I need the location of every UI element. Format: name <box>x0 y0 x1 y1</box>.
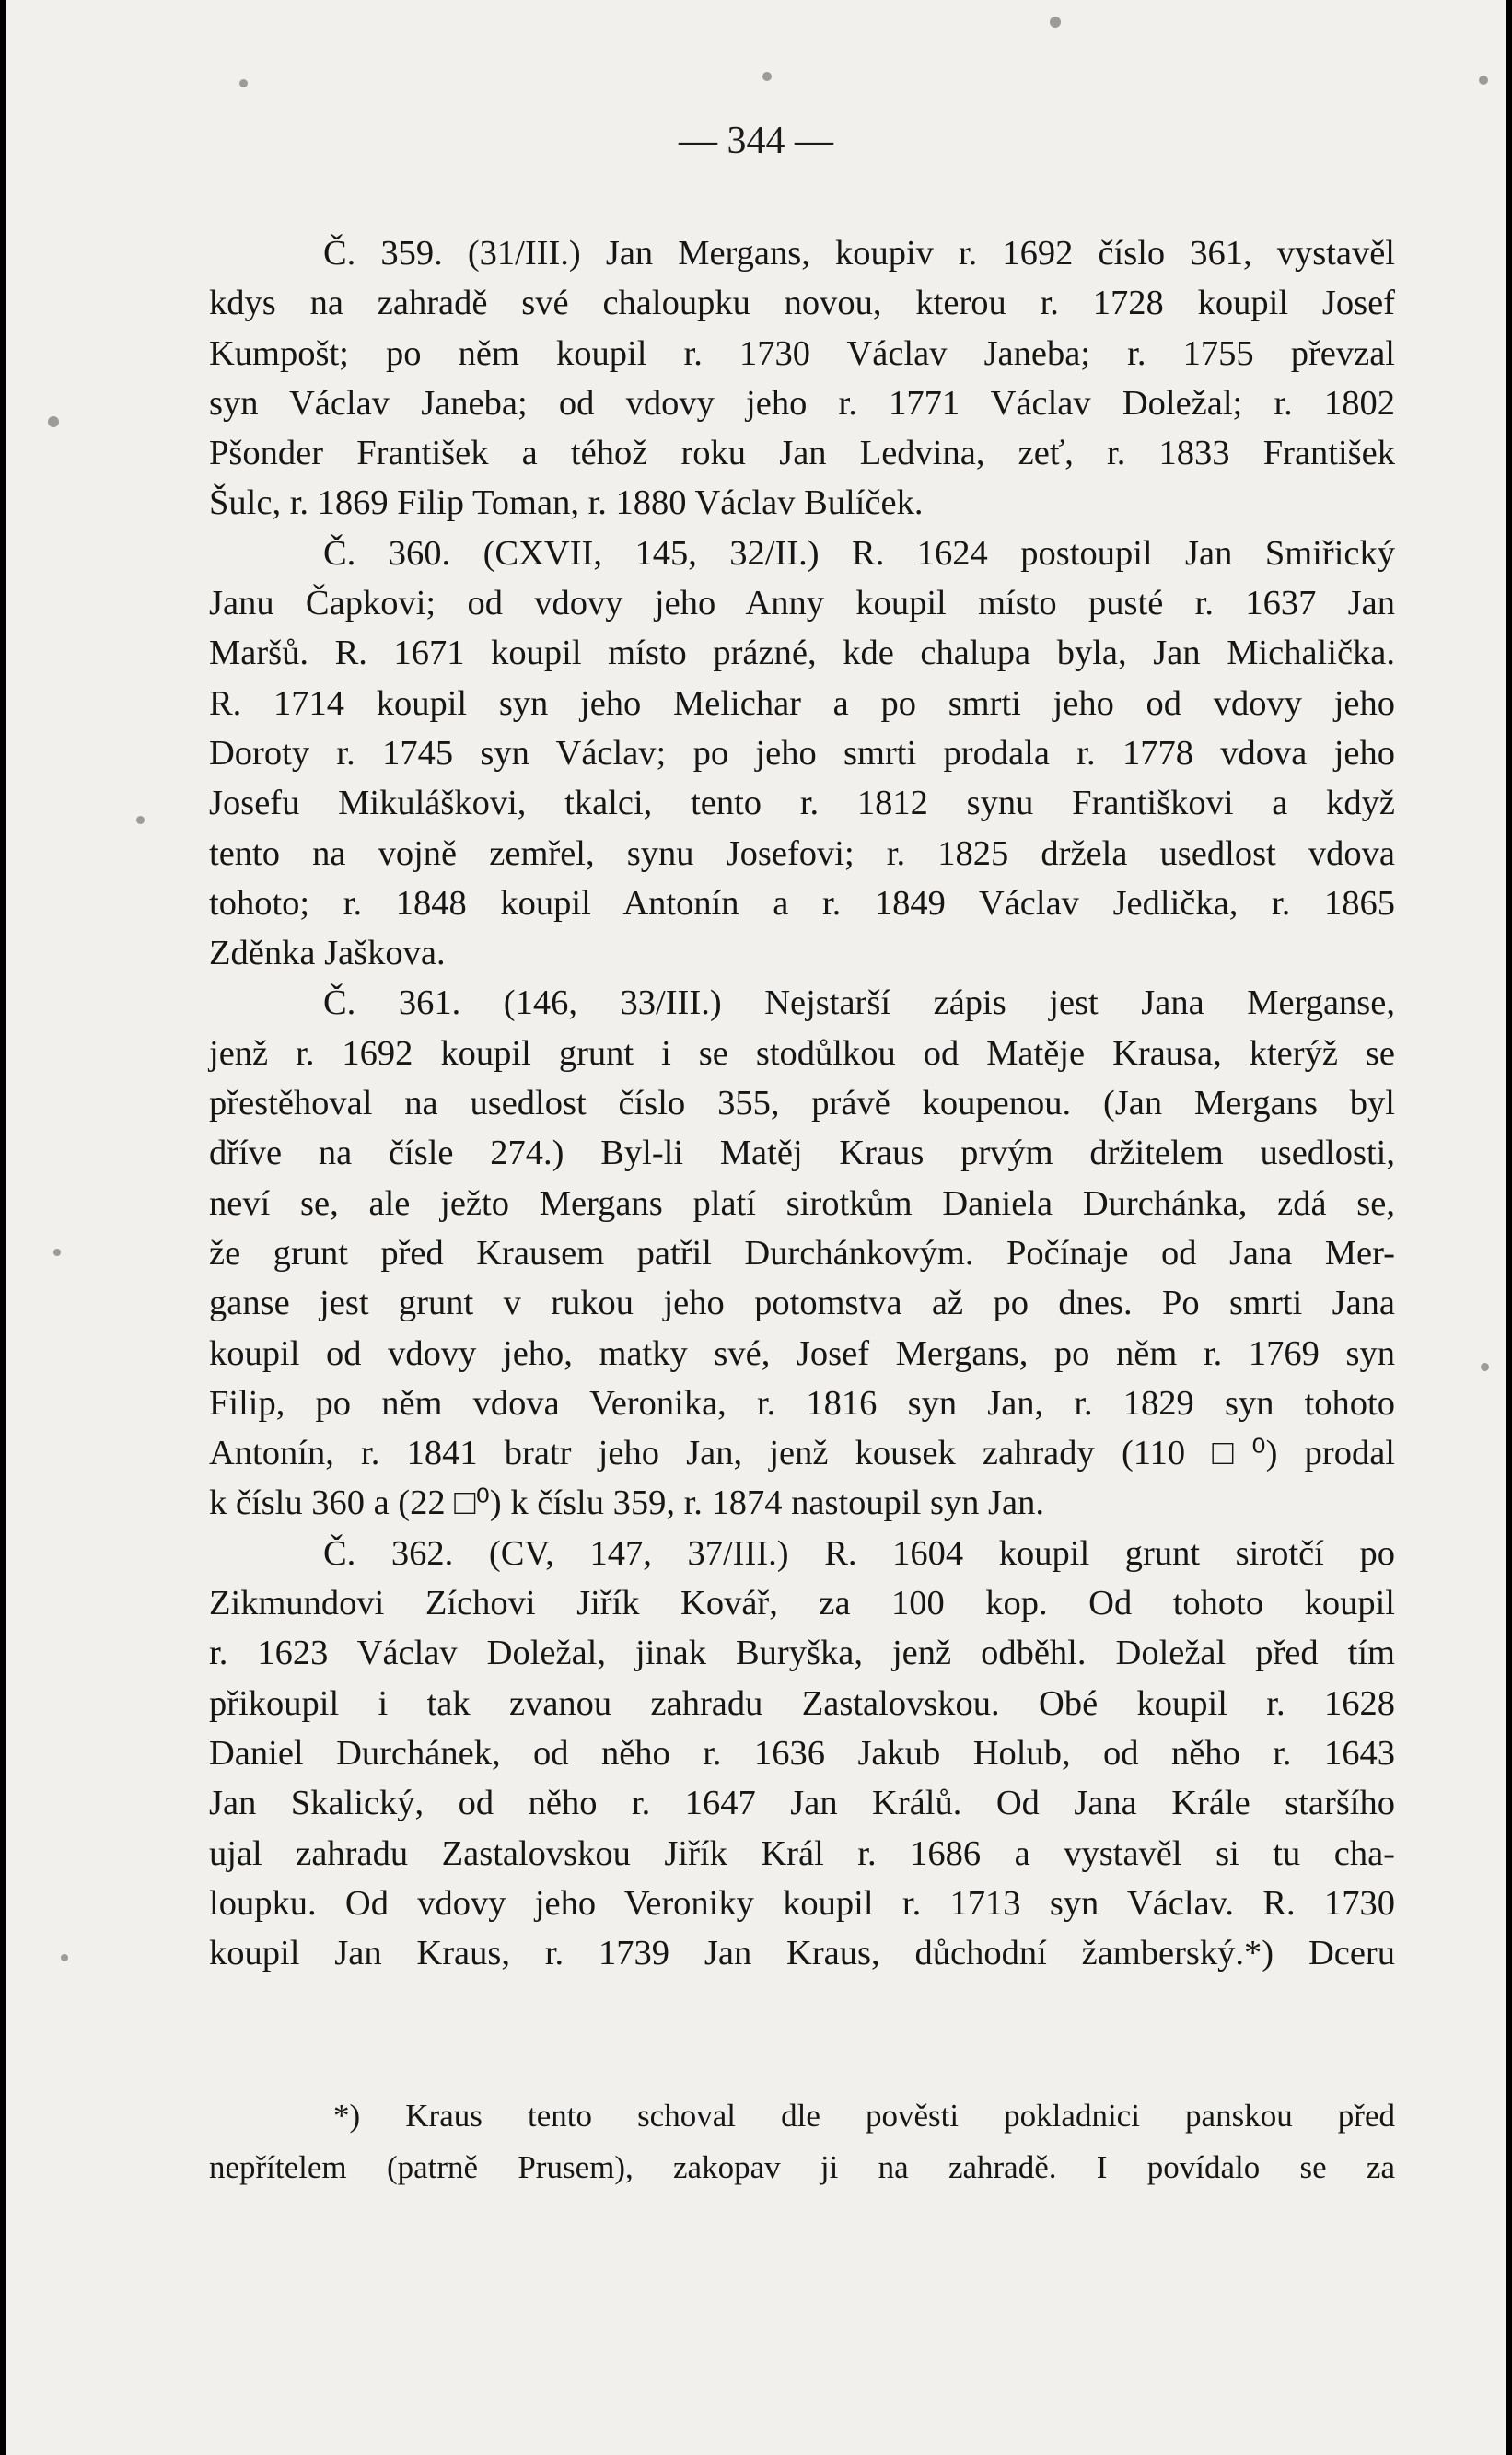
scan-speck <box>1050 17 1061 28</box>
page-number: — 344 — <box>679 120 833 162</box>
scan-speck <box>239 79 248 87</box>
paragraph-c361 <box>209 978 1395 1528</box>
text-line: Antonín, r. 1841 bratr jeho Jan, jenž kousek zahrady (110 □⁰) prodal <box>209 1434 1395 1473</box>
paragraph-c362 <box>209 1529 1395 1979</box>
text-line: koupil Jan Kraus, r. 1739 Jan Kraus, důchodní žamberský.*) Dceru <box>209 1934 1395 1973</box>
text-line: Č. 361. (146, 33/III.) Nejstarší zápis jest Jana Merganse, <box>323 983 1395 1023</box>
footnote-line: *) Kraus tento schoval dle pověsti pokladnici panskou před <box>333 2098 1395 2134</box>
footnote-line: nepřítelem (patrně Prusem), zakopav ji na zahradě. I povídalo se za <box>209 2149 1395 2185</box>
text-line: k číslu 360 a (22 □⁰) k číslu 359, r. 1874 nastoupil syn Jan. <box>209 1483 1045 1523</box>
text-line: Filip, po něm vdova Veronika, r. 1816 syn Jan, r. 1829 syn tohoto <box>209 1383 1395 1423</box>
text-line: že grunt před Krausem patřil Durchánkovým. Počínaje od Jana Mer- <box>209 1233 1395 1273</box>
text-line: Josefu Mikuláškovi, tkalci, tento r. 1812 synu Františkovi a když <box>209 784 1395 823</box>
text-line: Zikmundovi Zíchovi Jiřík Kovář, za 100 kop. Od tohoto koupil <box>209 1584 1395 1623</box>
text-line: Č. 359. (31/III.) Jan Mergans, koupiv r. 1692 číslo 361, vystavěl <box>323 234 1395 273</box>
text-line: Č. 362. (CV, 147, 37/III.) R. 1604 koupil grunt sirotčí po <box>323 1533 1395 1573</box>
text-line: Č. 360. (CXVII, 145, 32/II.) R. 1624 postoupil Jan Smiřický <box>323 533 1395 573</box>
scan-speck <box>53 1249 61 1256</box>
scan-speck <box>1479 76 1488 85</box>
text-line: tento na vojně zemřel, synu Josefovi; r. 1825 držela usedlost vdova <box>209 833 1395 873</box>
paragraph-c360 <box>209 529 1395 979</box>
text-line: Šulc, r. 1869 Filip Toman, r. 1880 Václav Bulíček. <box>209 483 924 523</box>
scan-speck <box>61 1954 68 1961</box>
text-line: r. 1623 Václav Doležal, jinak Buryška, jenž odběhl. Doležal před tím <box>209 1634 1395 1673</box>
scan-speck <box>1481 1363 1489 1371</box>
scan-speck <box>136 816 145 824</box>
text-line: Janu Čapkovi; od vdovy jeho Anny koupil místo pusté r. 1637 Jan <box>209 584 1395 623</box>
text-line: přestěhoval na usedlost číslo 355, právě koupenou. (Jan Mergans byl <box>209 1084 1395 1123</box>
text-line: ujal zahradu Zastalovskou Jiřík Král r. 1686 a vystavěl si tu cha- <box>209 1833 1395 1873</box>
text-line: přikoupil i tak zvanou zahradu Zastalovskou. Obé koupil r. 1628 <box>209 1683 1395 1723</box>
text-line: syn Václav Janeba; od vdovy jeho r. 1771 Václav Doležal; r. 1802 <box>209 383 1395 423</box>
text-line: Zděnka Jaškova. <box>209 934 446 973</box>
text-line: Pšonder František a téhož roku Jan Ledvina, zeť, r. 1833 František <box>209 434 1395 473</box>
text-line: loupku. Od vdovy jeho Veroniky koupil r. 1713 syn Václav. R. 1730 <box>209 1883 1395 1923</box>
text-line: Daniel Durchánek, od něho r. 1636 Jakub Holub, od něho r. 1643 <box>209 1733 1395 1773</box>
scan-speck <box>48 416 59 427</box>
text-line: R. 1714 koupil syn jeho Melichar a po smrti jeho od vdovy jeho <box>209 683 1395 723</box>
text-line: tohoto; r. 1848 koupil Antonín a r. 1849 Václav Jedlička, r. 1865 <box>209 883 1395 923</box>
text-line: ganse jest grunt v rukou jeho potomstva až po dnes. Po smrti Jana <box>209 1284 1395 1323</box>
text-line: dříve na čísle 274.) Byl-li Matěj Kraus prvým držitelem usedlosti, <box>209 1134 1395 1173</box>
text-line: Maršů. R. 1671 koupil místo prázné, kde chalupa byla, Jan Michalička. <box>209 634 1395 673</box>
book-page <box>6 0 1506 2455</box>
text-line: Doroty r. 1745 syn Václav; po jeho smrti prodala r. 1778 vdova jeho <box>209 733 1395 773</box>
text-line: Kumpošt; po něm koupil r. 1730 Václav Janeba; r. 1755 převzal <box>209 333 1395 373</box>
text-line: neví se, ale ježto Mergans platí sirotkům Daniela Durchánka, zdá se, <box>209 1183 1395 1223</box>
text-line: Jan Skalický, od něho r. 1647 Jan Králů. Od Jana Krále staršího <box>209 1784 1395 1823</box>
footnote <box>209 2090 1395 2193</box>
text-line: koupil od vdovy jeho, matky své, Josef Mergans, po něm r. 1769 syn <box>209 1333 1395 1373</box>
body-text <box>209 228 1395 1978</box>
text-line: jenž r. 1692 koupil grunt i se stodůlkou od Matěje Krausa, kterýž se <box>209 1033 1395 1073</box>
paragraph-c359 <box>209 228 1395 529</box>
text-line: kdys na zahradě své chaloupku novou, kterou r. 1728 koupil Josef <box>209 284 1395 323</box>
scan-speck <box>762 72 772 81</box>
